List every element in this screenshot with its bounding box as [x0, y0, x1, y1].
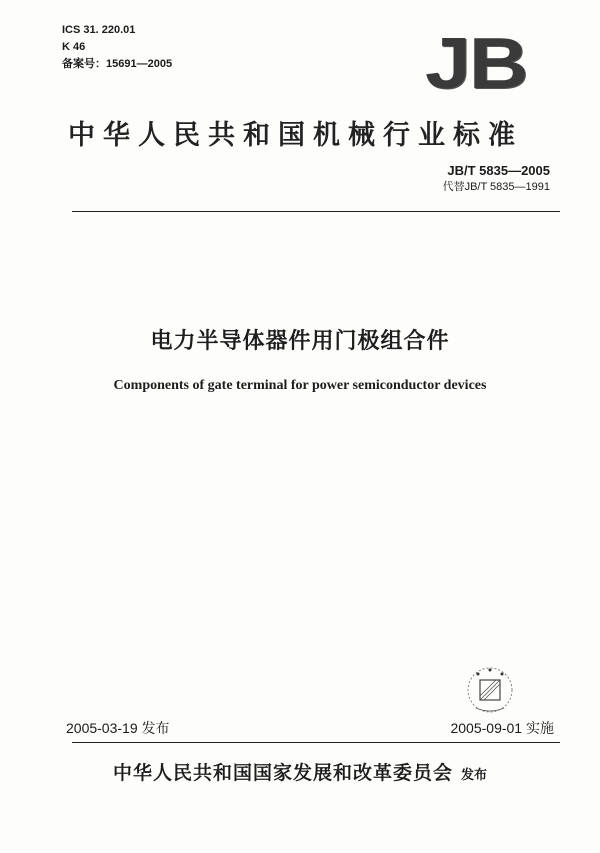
bottom-divider — [72, 742, 560, 743]
standard-type: 中华人民共和国机械行业标准 — [68, 120, 523, 151]
class-code: K 46 — [62, 41, 86, 53]
classification-block — [62, 22, 172, 73]
publish-label: 发布 — [461, 768, 488, 783]
standard-code: JB/T 5835—2005 — [447, 163, 550, 178]
replaces-code: 代替JB/T 5835—1991 — [442, 181, 550, 193]
top-divider — [72, 211, 560, 212]
jb-logo: JB — [425, 24, 527, 104]
publisher-line — [0, 758, 600, 785]
title-chinese: 电力半导体器件用门极组合件 — [150, 329, 450, 354]
title-english: Components of gate terminal for power semiconductor devices — [113, 378, 487, 393]
standard-code-block — [443, 162, 550, 195]
publisher-name: 中华人民共和国国家发展和改革委员会 — [112, 762, 453, 784]
ics-code: ICS 31. 220.01 — [62, 24, 136, 36]
issue-date: 2005-03-19 发布 — [66, 720, 170, 736]
record-number: 备案号：15691—2005 — [62, 58, 173, 70]
publisher-seal-icon — [462, 664, 518, 716]
implementation-date: 2005-09-01 实施 — [450, 720, 554, 736]
